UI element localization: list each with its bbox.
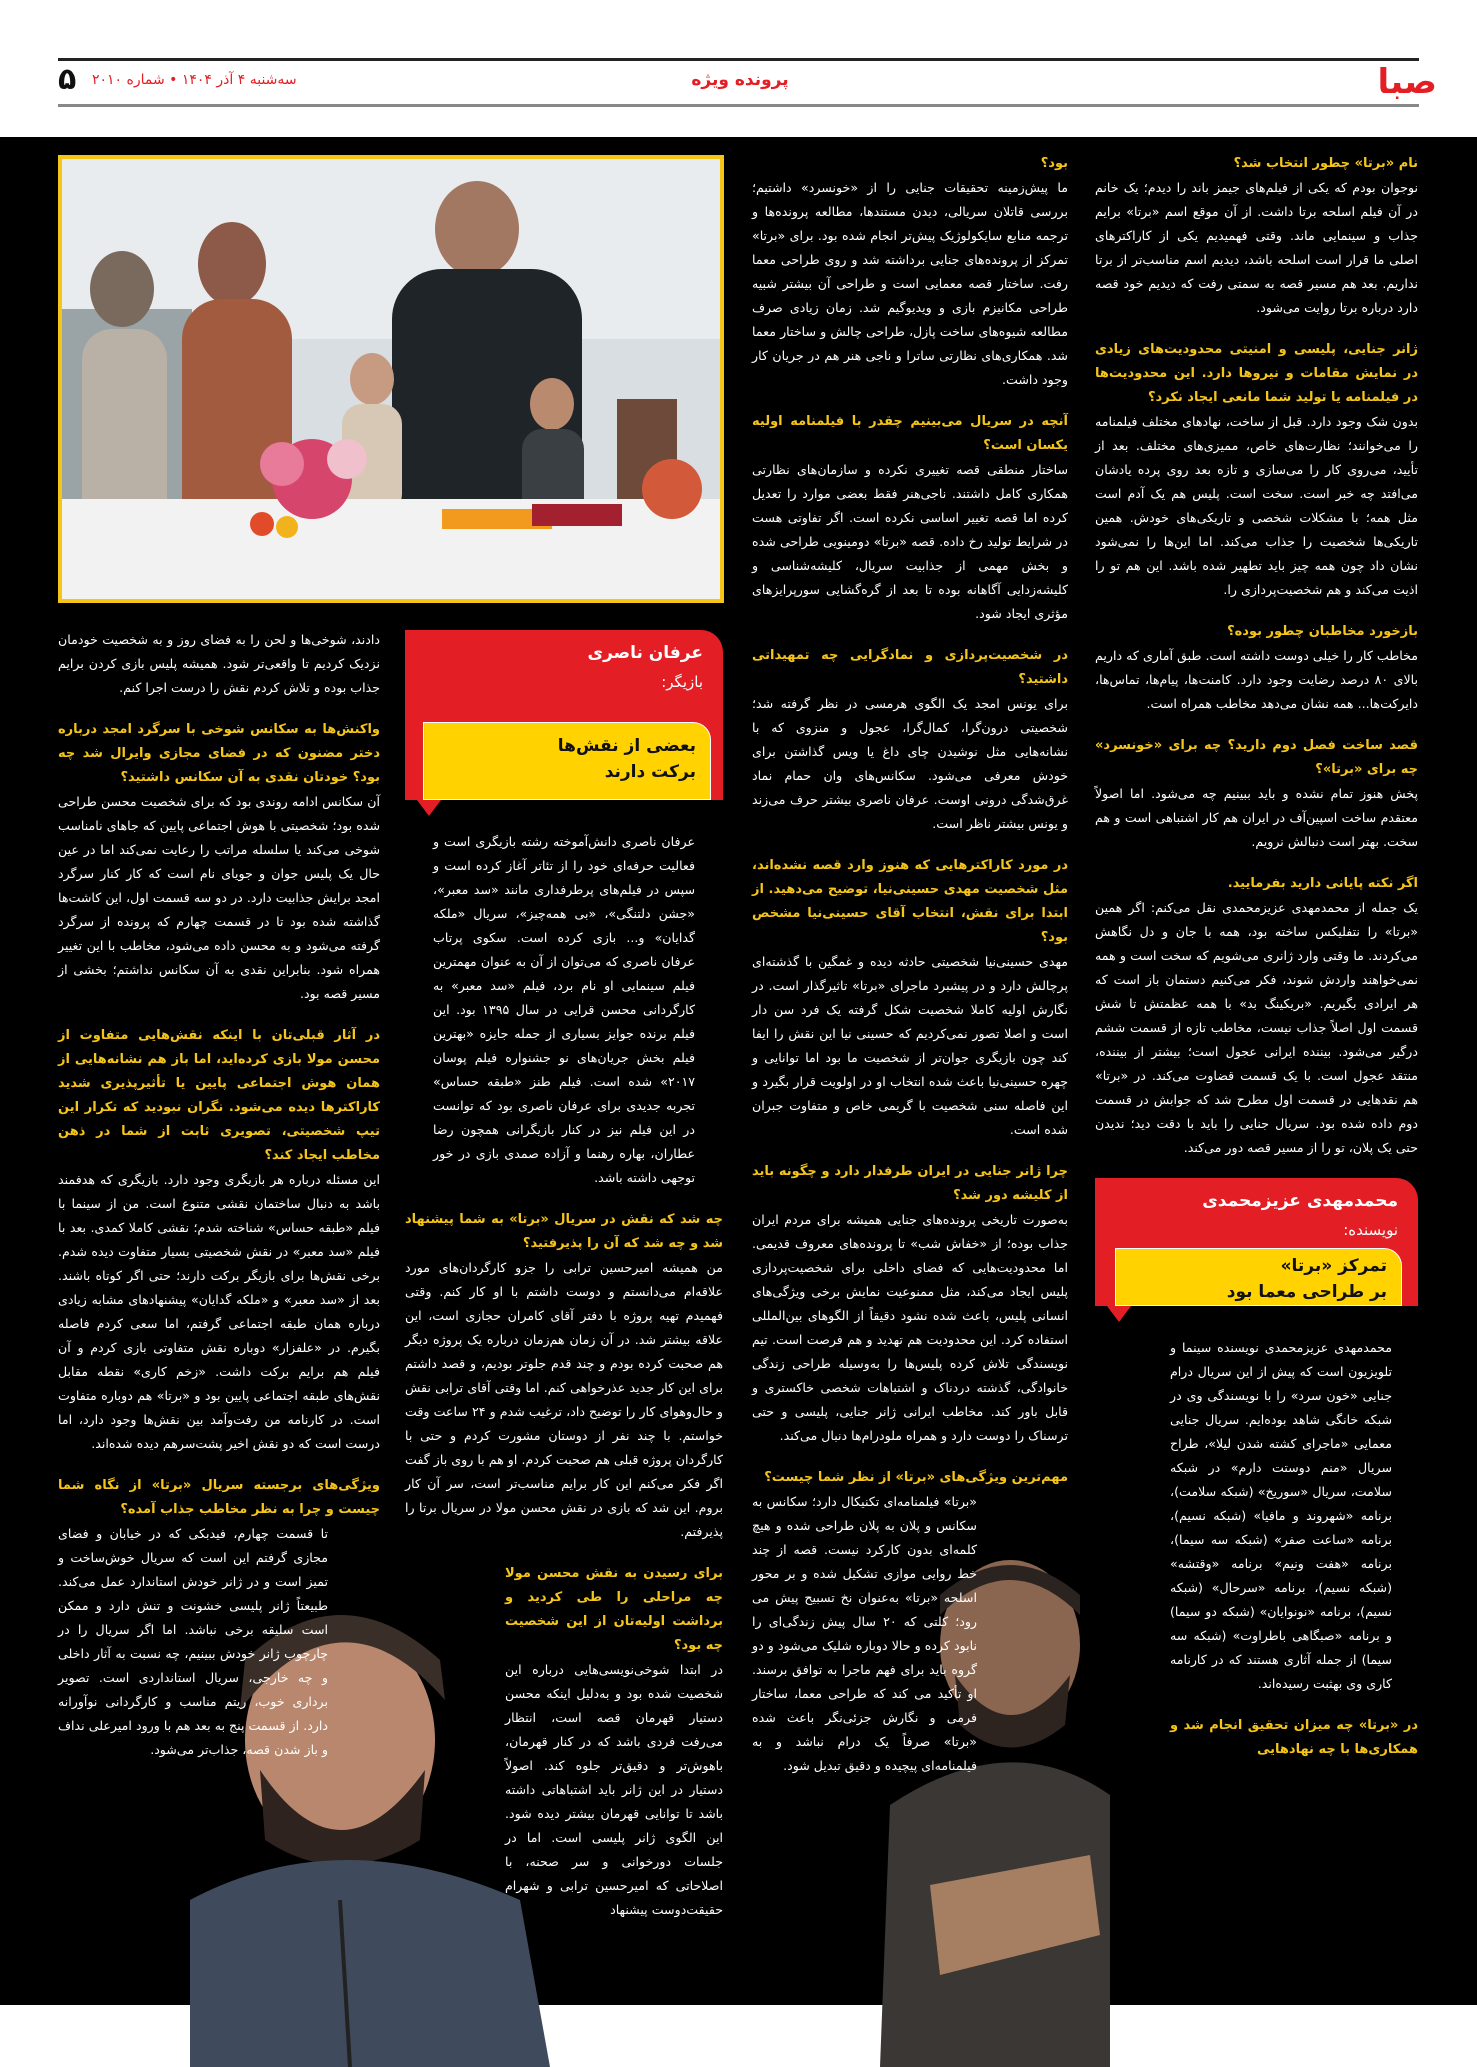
section-label: پرونده ویژه [691, 70, 789, 90]
bio-text: محمدمهدی عزیزمحمدی نویسنده سینما و تلویزیون است که پیش از این سریال درام جنایی «خون سرد» را با نویسندگی وی در شبکه خانگی شاهد بوده‌ایم. سریال جنایی معمایی «ماجرای کشته شدن لیلا»، طراح سریال «منم دوستت دارم» در شبکه سلامت، سریال «سوریخ» (شبکه سلامت)، برنامه «شهروند و مافیا» (شبکه نسیم)، برنامه «ساعت صفر» (شبکه سه سیما)، برنامه «هفت ونیم» برنامه «وقتشه» (شبکه نسیم)، برنامه «سرحال» (شبکه نسیم)، برنامه «نونوایان» (شبکه دو سیما) و برنامه «صبگاهی باطراوت» (شبکه سه سیما) از جمله آثاری هستند که در کارنامه کاری وی بهثبت رسیده‌اند. [1170, 1340, 1392, 1691]
writer-name: محمدمهدی عزیزمحمدی [1202, 1191, 1398, 1211]
lead-photo [58, 155, 724, 603]
answer-text: ما پیش‌زمینه تحقیقات جنایی را از «خونسرد» داشتیم؛ بررسی قاتلان سریالی، دیدن مستندها، مطالعه پرونده‌ها و ترجمه منابع سایکولوژیک پیش‌تر انجام شده بود. برای «برتا» تمرکز از پرونده‌های جنایی برداشته شد و روی طراحی معما رفت. ساختار قصه معمایی است و طراحی آن بیشتر شبیه طراحی مکانیزم بازی و ویدیوگیم شد. زمان زیادی صرف مطالعه شیوه‌های ساخت پازل، طراحی چالش و ساختار معما شد. همکاری‌های نظارتی ساترا و ناجی هنر هم در جریان کار وجود داشت. [752, 180, 1068, 387]
header-rule-top [58, 58, 1419, 61]
qa-section [58, 628, 380, 700]
answer-text: نوجوان بودم که یکی از فیلم‌های جیمز باند را دیدم؛ یک خانم در آن فیلم اسلحه برتا داشت. از آن موقع اسم «برتا» برایم جذاب و سینمایی ماند. وقتی فهمیدیم یکی از کاراکترهای اصلی ما قرار است اسلحه باشد، دیدیم اسم مناسب‌تر از برتا نداریم. بعد هم مسیر قصه به سمتی رفت که دیدیم خود قصه دارد درباره برتا روایت می‌شود. [1095, 180, 1418, 315]
qa-section [1170, 1714, 1418, 1762]
qa-section [752, 854, 1068, 1142]
question-heading: ویژگی‌های برجسته سریال «برتا» از نگاه شما چیست و چرا به نظر مخاطب جذاب آمده؟ [58, 1478, 380, 1517]
question-heading: در آثار قبلی‌تان با اینکه نقش‌هایی متفاوت از محسن مولا بازی کرده‌اید، اما باز هم نشانه‌هایی از همان هوش اجتماعی پایین یا تأثیرپذیری شدید کاراکترها دیده می‌شود. نگران نبودید که تکرار این تیپ شخصیتی، تصویری ثابت از شما در ذهن مخاطب ایجاد کند؟ [58, 1028, 380, 1163]
question-heading: در شخصیت‌پردازی و نمادگرایی چه تمهیداتی داشتید؟ [752, 648, 1068, 687]
qa-section [405, 1208, 723, 1544]
answer-text: برای یونس امجد یک الگوی هرمسی در نظر گرفته شد؛ شخصیتی درون‌گرا، کمال‌گرا، عجول و منزوی که با نشانه‌هایی مثل نوشیدن چای داغ یا ویس گذاشتن برای خودش معرفی می‌شود. سکانس‌های وان حمام نماد غرق‌شدگی درونی اوست. عرفان ناصری بیشتر حرف می‌زند و یونس بیشتر ناظر است. [752, 696, 1068, 831]
answer-text: پخش هنوز تمام نشده و باید ببینیم چه می‌شود. اما اصولاً معتقدم ساخت اسپین‌آف در ایران هم کار اشتباهی است و هم سخت. بهتر است دنبالش نرویم. [1095, 786, 1418, 849]
actor-headline [423, 722, 711, 800]
column-2 [752, 152, 1068, 1796]
qa-section [1095, 620, 1418, 716]
dateline: سه‌شنبه ۴ آذر ۱۴۰۴ • شماره ۲۰۱۰ [92, 72, 297, 88]
qa-section [752, 644, 1068, 836]
answer-text: به‌صورت تاریخی پرونده‌های جنایی همیشه برای مردم ایران جذاب بوده؛ از «خفاش شب» تا پرونده‌های معروف قدیمی. اما محدودیت‌هایی که فضای داخلی برای شخصیت‌پردازی پلیس ایجاد می‌کند، مثل ممنوعیت نمایش برخی ویژگی‌های انسانی پلیس، باعث شده نشود دقیقاً از الگوهای بین‌المللی استفاده کرد. این محدودیت هم تهدید و هم فرصت است. تیم نویسندگی تلاش کرده پلیس‌ها را به‌وسیله طراحی زندگی خانوادگی، گذشته دردناک و اشتباهات شخصی خاکستری و قابل باور کند. مخاطب ایرانی ژانر جنایی، پلیسی و حتی ترسناک را دوست دارد و همراه ملودرام‌ها دنبال می‌کند. [752, 1212, 1068, 1443]
qa-section [505, 1562, 723, 1922]
headline-line: برکت دارند [604, 762, 696, 782]
question-heading: آنچه در سریال می‌بینیم چقدر با فیلمنامه اولیه یکسان است؟ [752, 414, 1068, 453]
headline-line: بعضی از نقش‌ها [557, 736, 696, 756]
answer-text: «برتا» فیلمنامه‌ای تکنیکال دارد؛ سکانس به سکانس و پلان به پلان طراحی شده و هیچ کلمه‌ای بدون کارکرد نیست. قصه از چند خط روایی موازی تشکیل شده و بر محور اسلحه «برتا» به‌عنوان نخ تسبیح پیش می رود؛ کلتی که ۲۰ سال پیش زندگی‌ای را نابود کرده و حالا دوباره شلیک می‌شود و دو گروه باید برای فهم ماجرا به توافق برسند. او تأکید می کند که طراحی معما، ساختار فرمی و نگارش جزئی‌نگر باعث شده «برتا» صرفاً یک درام نباشد و به فیلمنامه‌ای پیچیده و دقیق تبدیل شود. [752, 1494, 977, 1773]
actor-bio [433, 830, 695, 1190]
qa-section [58, 1474, 380, 1762]
answer-text: دادند، شوخی‌ها و لحن را به فضای روز و به شخصیت خودمان نزدیک کردیم تا واقعی‌تر شود. همیشه پلیس بازی کردن برایم جذاب بوده و تلاش کردم نقش را درست اجرا کنم. [58, 632, 380, 695]
answer-text: در ابتدا شوخی‌نویسی‌هایی درباره این شخصیت شده بود و به‌دلیل اینکه محسن دستیار قهرمان قصه است، انتظار می‌رفت فردی باشد که در کنار قهرمان، باهوش‌تر و دقیق‌تر جلوه کند. اصولاً دستیار در این ژانر باید اشتباهاتی داشته باشد تا توانایی قهرمان بیشتر دیده شود. این الگوی ژانر پلیسی است. اما در جلسات دورخوانی و سر صحنه، با اصلاحاتی که امیرحسین ترابی و شهرام حقیقت‌دوست پیشنهاد [505, 1662, 723, 1917]
question-heading: اگر نکته پایانی دارید بفرمایید. [1227, 876, 1418, 891]
question-heading: واکنش‌ها به سکانس شوخی با سرگرد امجد درباره دختر مضنون که در فضای مجازی وایرال شد چه بود؟ خودتان نقدی به آن سکانس داشتید؟ [58, 722, 380, 785]
callout-tail [417, 800, 441, 816]
question-heading: بازخورد مخاطبان چطور بوده؟ [1227, 624, 1418, 639]
answer-text: یک جمله از محمدمهدی عزیزمحمدی نقل می‌کنم: اگر همین «برتا» را نتفلیکس ساخته بود، همه با جان و دل نگاهش می‌کردند. ما وقتی وارد ژانری می‌شویم که سخت است و همه نمی‌خواهند واردش شوند، فکر می‌کنیم دستمان باز است که هر ایرادی بگیریم. «بریکینگ بد» با همه عظمتش تا شش قسمت اول اصلاً جذاب نیست، مخاطب تازه از قسمت ششم درگیر می‌شود. بیننده ایرانی عجول است؛ بیشتر از بیننده، منتقد عجول است. با یک قسمت قضاوت می‌کند. در «برتا» هم نقدهایی در قسمت اول مطرح شد که جوابش در قسمت دوم داده شده بود. سریال جنایی را باید با دقت دید؛ ندیدن حتی یک پلان، تو را از مسیر قصه دور می‌کند. [1095, 900, 1418, 1155]
newspaper-logo: صبا [1377, 62, 1437, 102]
question-heading: مهم‌ترین ویژگی‌های «برتا» از نظر شما چیست؟ [764, 1470, 1068, 1485]
actor-profile-box [405, 630, 723, 800]
column-4 [58, 628, 380, 1780]
question-heading: در «برتا» چه میزان تحقیق انجام شد و همکاری‌ها با چه نهادهایی [1170, 1718, 1418, 1757]
actor-role: بازیگر: [661, 673, 703, 691]
qa-section [1095, 872, 1418, 1160]
qa-section [1095, 152, 1418, 320]
headline-line: بر طراحی معما بود [1226, 1282, 1387, 1302]
answer-text: ساختار منطقی قصه تغییری نکرده و سازمان‌های نظارتی همکاری کامل داشتند. ناجی‌هنر فقط بعضی موارد را تعدیل کرده اما قصه تغییر اساسی نکرده است. اگر تفاوتی هست در شرایط تولید رخ داده. قصه «برتا» دومینویی طراحی شده و بخش مهمی از جذابیت سریال، کلیشه‌شناسی و کلیشه‌زدایی آگاهانه بوده تا بعد از گره‌گشایی سورپرایزهای مؤثری ایجاد شود. [752, 462, 1068, 621]
qa-section [752, 1160, 1068, 1448]
answer-text: این مسئله درباره هر بازیگری وجود دارد. بازیگری که هدفمند باشد به دنبال ساختمان نقشی متنوع است. من از سینما با فیلم «طبقه حساس» شناخته شدم؛ نقشی کاملا کمدی. بعد با فیلم «سد معبر» در نقش شخصیتی بسیار متفاوت دیده شدم. برخی نقش‌ها برای بازیگر برکت دارند؛ حتی اگر کوتاه باشند. بعد از «سد معبر» و «ملکه گدایان» پیشنهادهای مشابه زیادی درباره همان طبقه اجتماعی گرفتم، اما سعی کردم فاصله بگیرم. در «علفزار» دوباره نقش متفاوتی بازی کردم و آن فیلم هم برایم برکت داشت. «زخم کاری» نقطه مقابل نقش‌های طبقه اجتماعی پایین بود و «برتا» هم دوباره متفاوت است. در کارنامه من رفت‌وآمد بین نقش‌ها وجود دارد، اما درست است که دو نقش اخیر پشت‌سرهم دیده شده‌اند. [58, 1172, 380, 1451]
question-heading: نام «برتا» چطور انتخاب شد؟ [1233, 156, 1418, 171]
answer-text: مخاطب کار را خیلی دوست داشته است. طبق آماری که داریم بالای ۸۰ درصد رضایت وجود دارد. کامنت‌ها، پیام‌ها، تماس‌ها، دایرکت‌ها... همه نشان می‌دهد مخاطب همراه است. [1095, 648, 1418, 711]
header-rule-bottom [58, 104, 1419, 107]
answer-text: من همیشه امیرحسین ترابی را جزو کارگردان‌های مورد علاقه‌ام می‌دانستم و دوست داشتم با او کار کنم. وقتی فهمیدم تهیه پروژه با دفتر آقای کامران حجازی است، این علاقه بیشتر شد. در آن زمان هم‌زمان درباره یک پروژه دیگر هم صحبت کرده بودم و چند قدم جلوتر بودیم، و قصد داشتم برای این کار جدید عذرخواهی کنم. اما وقتی آقای ترابی نقش و حال‌وهوای کار را توضیح داد، ترغیب شدم و ۲۴ ساعت وقت خواستم. با چند نفر از دوستان مشورت کردم و حتی با کارگردان پروژه قبلی هم صحبت کردم. او هم با روی باز گفت اگر فکر می‌کنم این کار برایم مناسب‌تر است، سر آن کار بروم. این شد که بازی در نقش محسن مولا در سریال برتا را پذیرفتم. [405, 1260, 724, 1539]
question-heading: چرا ژانر جنایی در ایران طرفدار دارد و چگونه باید از کلیشه دور شد؟ [752, 1164, 1068, 1203]
qa-section [1095, 734, 1418, 854]
qa-section [752, 1466, 1068, 1778]
answer-text: مهدی حسینی‌نیا شخصیتی حادثه دیده و غمگین با گذشته‌ای پرچالش دارد و در پیشبرد ماجرای «برتا» تاثیرگذار است. در نگارش اولیه کاملا شخصیت شکل گرفته یک فرد سن دار است و اصلا تصور نمی‌کردیم که حسینی نیا این نقش را ایفا کند چون بازیگری جوان‌تر از شخصیت ما بود اما توانایی و چهره حسینی‌نیا باعث شده انتخاب او در اولویت قرار بگیرد و این فاصله سنی شخصیت با گریمی خاص و متفاوت جبران شده است. [752, 954, 1068, 1137]
column-1 [1095, 152, 1418, 1780]
qa-section [752, 410, 1068, 626]
writer-role: نویسنده: [1343, 1221, 1398, 1239]
question-heading: برای رسیدن به نقش محسن مولا چه مراحلی را طی کردید و برداشت اولیه‌تان از این شخصیت چه بود؟ [505, 1566, 723, 1653]
answer-text: آن سکانس ادامه روندی بود که برای شخصیت محسن طراحی شده بود؛ شخصیتی با هوش اجتماعی پایین که جاهای نامناسب شوخی می‌کند یا سلسله مراتب را رعایت نمی‌کند اما در عین حال یک پلیس جوان و جویای نام است که کار کنار سرگرد امجد برایش جذابیت دارد. در دو سه قسمت اول، این کاشت‌ها گذاشته شده بود تا در قسمت چهارم که پرونده از سرگرد گرفته می‌شود و به محسن داده می‌شود، مخاطب با این تغییر همراه شود. بنابراین نقدی به آن سکانس نداشتم؛ بخشی از مسیر قصه بود. [58, 794, 380, 1001]
actor-name: عرفان ناصری [587, 643, 703, 663]
family-celebration-image [62, 159, 720, 599]
question-heading: ژانر جنایی، پلیسی و امنیتی محدودیت‌های زیادی در نمایش مقامات و نیروها دارد. این محدودیت‌ها در فیلمنامه یا تولید شما مانعی ایجاد نکرد؟ [1095, 342, 1418, 405]
writer-headline [1115, 1248, 1402, 1306]
question-heading: بود؟ [1040, 156, 1068, 171]
bio-text: عرفان ناصری دانش‌آموخته رشته بازیگری است و فعالیت حرفه‌ای خود را از تئاتر آغاز کرده است و سپس در فیلم‌های پرطرفداری مانند «سد معبر»، «جشن دلتنگی»، «بی همه‌چیز»، سریال «ملکه گدایان» و... بازی کرده است. سکوی پرتاب عرفان ناصری که می‌توان از آن به عنوان مهمترین فیلم سینمایی او نام برد، فیلم «سد معبر» به کارگردانی محسن قرایی در سال ۱۳۹۵ بود. این فیلم برنده جوایز بسیاری از جمله جایزه «بهترین فیلم بخش جریان‌های نو جشنواره فیلم پوسان ۲۰۱۷» شده است. فیلم طنز «طبقه حساس» تجربه جدیدی برای عرفان ناصری بود که توانست در این فیلم نیز در کنار بازیگرانی همچون رضا عطاران، بهاره رهنما و آزاده صمدی بازی در خور توجهی داشته باشد. [433, 834, 695, 1185]
headline-line: تمرکز «برتا» [1280, 1256, 1387, 1276]
writer-bio [1170, 1336, 1392, 1696]
page-number: ۵ [58, 62, 77, 97]
qa-section [1095, 338, 1418, 602]
qa-section [58, 1024, 380, 1456]
qa-section [752, 152, 1068, 392]
answer-text: بدون شک وجود دارد. قبل از ساخت، نهادهای مختلف فیلمنامه را می‌خوانند؛ نظارت‌های خاص، ممیزی‌های مختلف. بعد از تأیید، می‌روی کار را می‌سازی و تازه بعد روی پرده یادشان می‌افتد چه خبر است. سخت است. پلیس هم یک آدم است مثل همه؛ با مشکلات شخصی و تاریکی‌های خودش. همین تاریکی‌ها شخصیت را جذاب می‌کند. اما این‌ها را نمی‌شود نشان داد چون همه چیز باید تطهیر شده باشد. این هم تو را اذیت می‌کند و هم شخصیت‌پردازی را. [1095, 414, 1418, 597]
qa-section [58, 718, 380, 1006]
question-heading: در مورد کاراکترهایی که هنوز وارد قصه نشده‌اند، مثل شخصیت مهدی حسینی‌نیا، توضیح می‌دهید. از ابتدا برای نقش، انتخاب آقای حسینی‌نیا مشخص بود؟ [752, 858, 1068, 945]
writer-profile-box [1095, 1178, 1418, 1306]
question-heading: چه شد که نقش در سریال «برتا» به شما پیشنهاد شد و چه شد که آن را پذیرفتید؟ [405, 1212, 723, 1251]
answer-text: تا قسمت چهارم، فیدبکی که در خیابان و فضای مجازی گرفتم این است که سریال خوش‌ساخت و تمیز است و در ژانر خودش استاندارد عمل می‌کند. طبیعتاً ژانر پلیسی خشونت و تنش دارد و ممکن است سلیقه برخی نباشد. اما اگر سریال را در چارچوب ژانر خودش ببینیم، چه نسبت به آثار داخلی و چه خارجی، سریال استانداردی است. تصویر برداری خوب، ریتم مناسب و کارگردانی نوآورانه دارد. از قسمت پنج به بعد هم با ورود امیرعلی نداف و باز شدن قصه، جذاب‌تر می‌شود. [58, 1526, 328, 1757]
column-3 [405, 630, 723, 1940]
callout-tail [1107, 1306, 1131, 1322]
question-heading: قصد ساخت فصل دوم دارید؟ چه برای «خونسرد» چه برای «برتا»؟ [1095, 738, 1418, 777]
